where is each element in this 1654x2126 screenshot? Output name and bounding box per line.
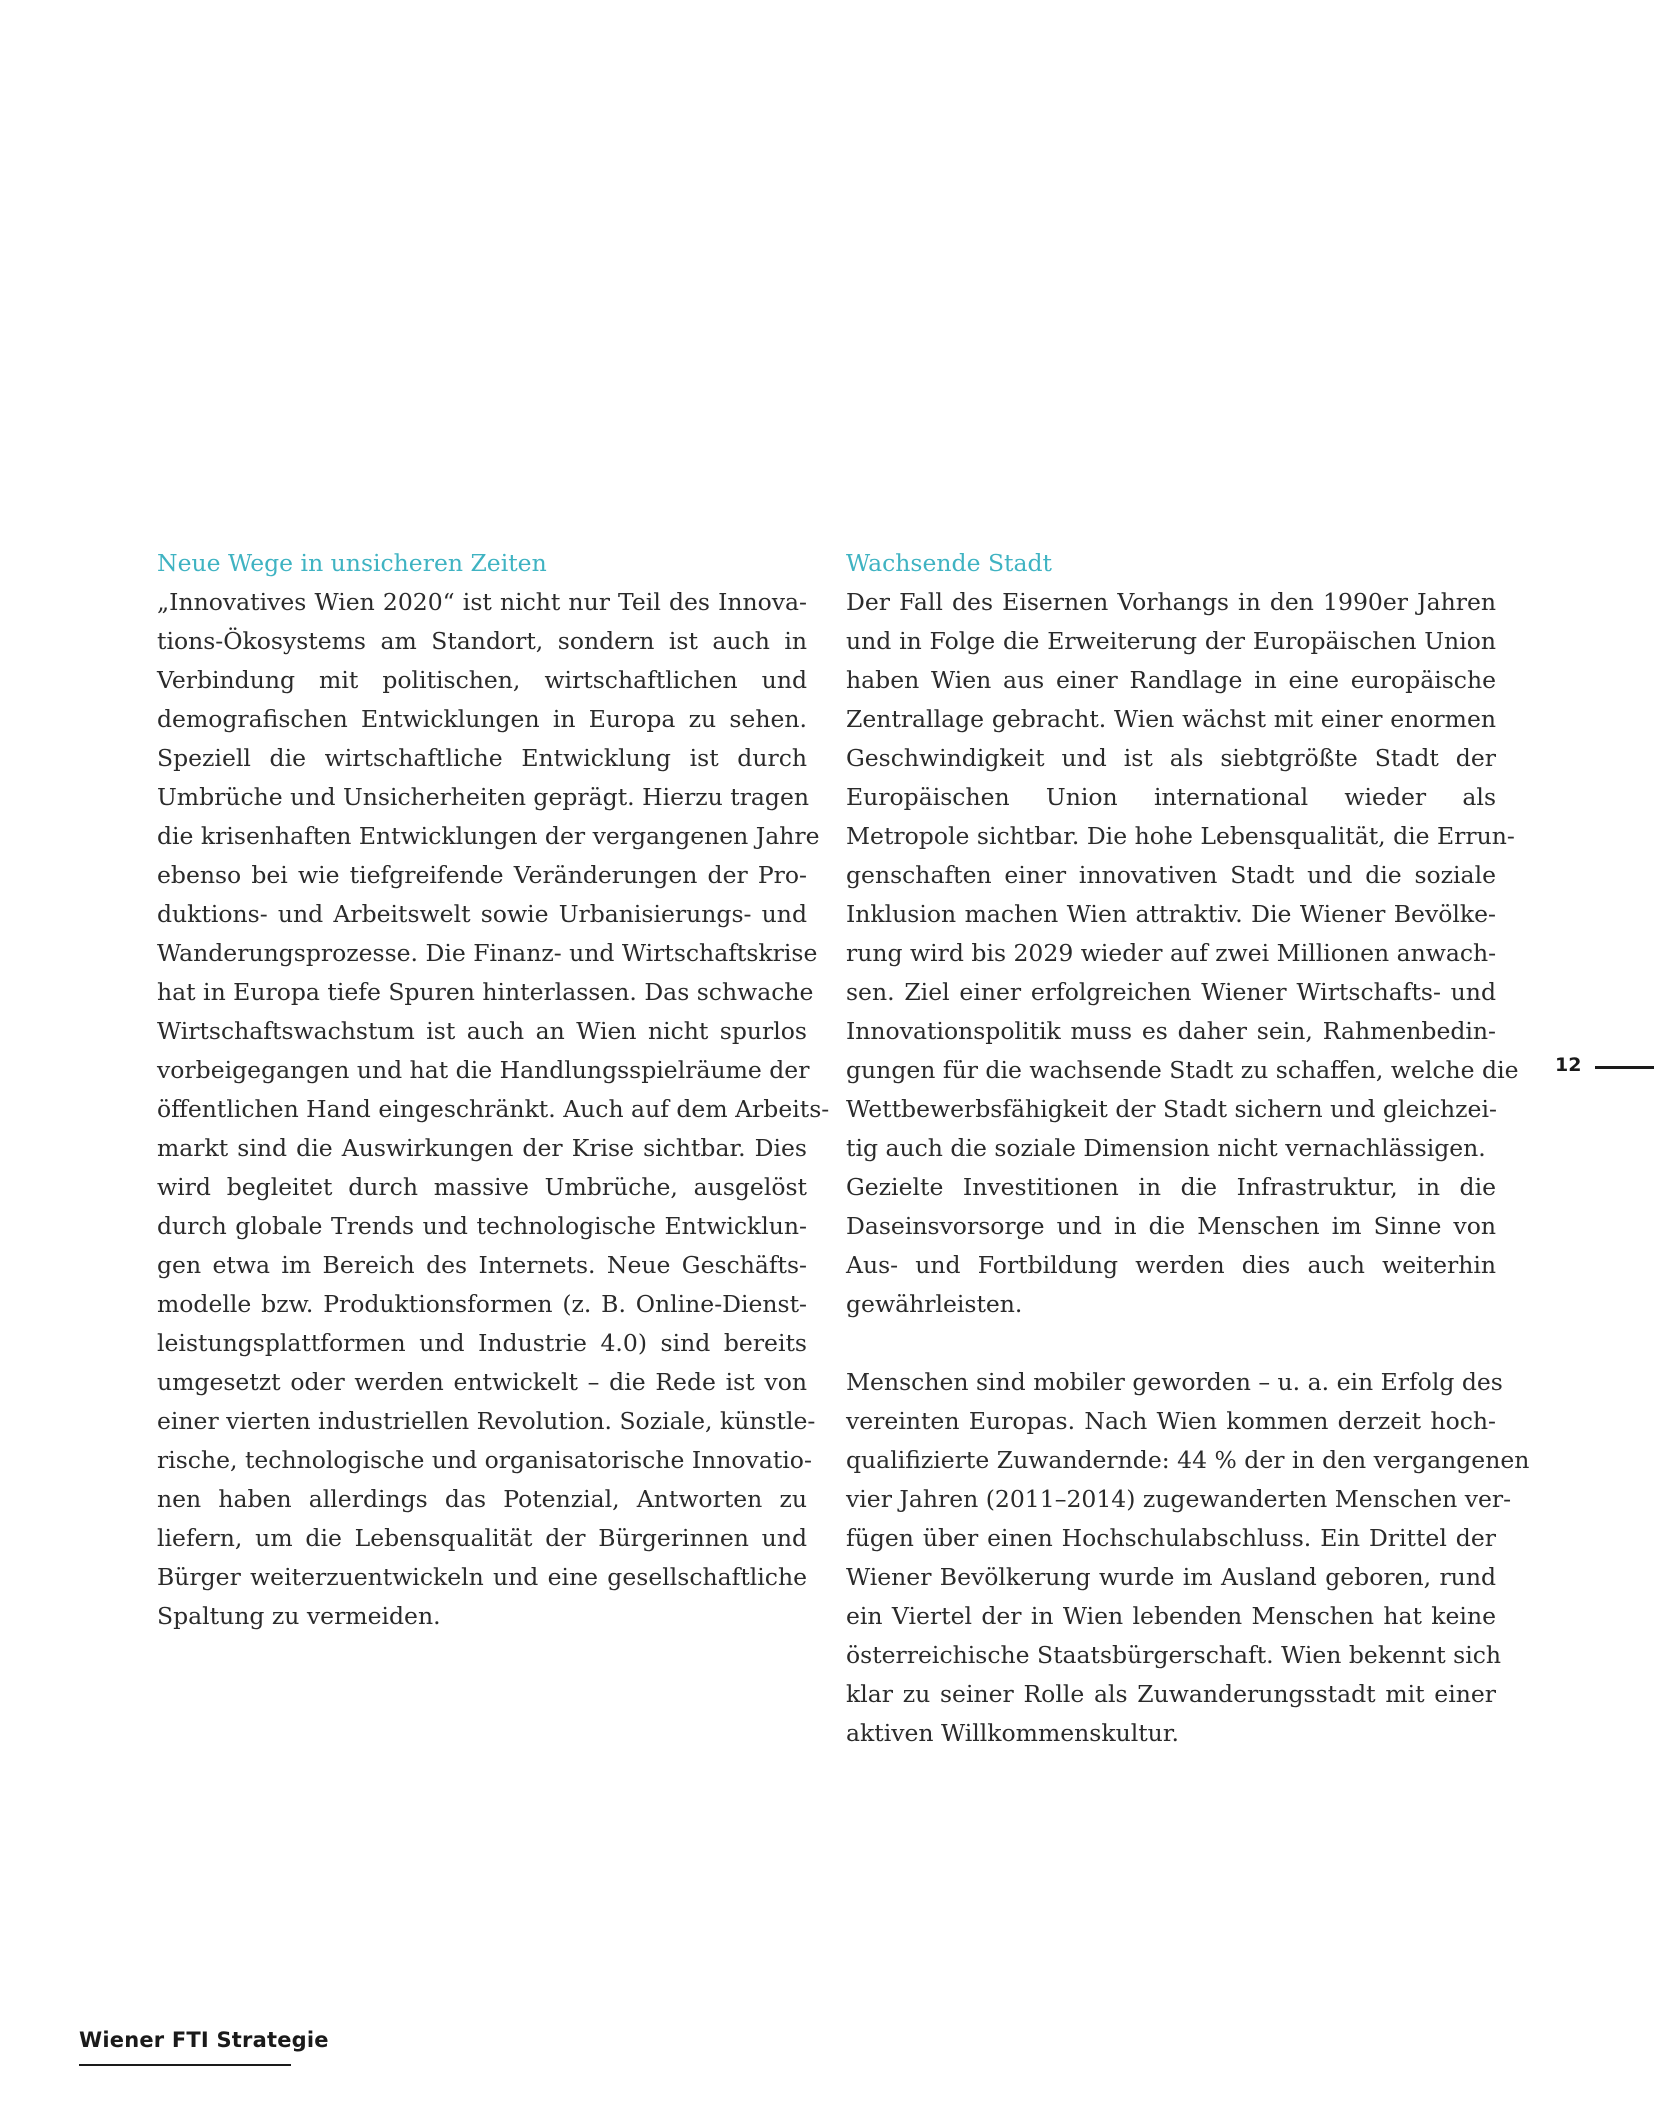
text-line: umgesetzt oder werden entwickelt – die Rede ist von [157, 1368, 807, 1396]
text-line: Bürger weiterzuentwickeln und eine gesellschaftliche [157, 1563, 807, 1591]
text-line: demografischen Entwicklungen in Europa zu sehen. [157, 705, 807, 733]
text-line: aktiven Willkommenskultur. [846, 1719, 1179, 1747]
text-line: Umbrüche und Unsicherheiten geprägt. Hierzu tragen [157, 783, 809, 811]
text-line: Menschen sind mobiler geworden – u. a. ein Erfolg des [846, 1368, 1503, 1396]
text-line: nen haben allerdings das Potenzial, Antworten zu [157, 1485, 807, 1513]
text-line: ebenso bei wie tiefgreifende Veränderungen der Pro- [157, 861, 807, 889]
text-line: Zentrallage gebracht. Wien wächst mit einer enormen [846, 705, 1496, 733]
right-column-paragraph-1 [846, 583, 1519, 1324]
left-column-body [157, 583, 830, 1636]
text-line: vereinten Europas. Nach Wien kommen derzeit hoch- [846, 1407, 1496, 1435]
text-line: ein Viertel der in Wien lebenden Menschen hat keine [846, 1602, 1496, 1630]
text-line: Der Fall des Eisernen Vorhangs in den 1990er Jahren [846, 588, 1496, 616]
text-line: Wanderungsprozesse. Die Finanz- und Wirtschaftskrise [157, 939, 818, 967]
text-line: Europäischen Union international wieder als [846, 783, 1496, 811]
left-column [157, 544, 830, 1636]
text-line: einer vierten industriellen Revolution. Soziale, künstle- [157, 1407, 816, 1435]
text-line: „Innovatives Wien 2020“ ist nicht nur Teil des Innova- [157, 588, 807, 616]
text-line: Wiener Bevölkerung wurde im Ausland geboren, rund [846, 1563, 1496, 1591]
text-line: rische, technologische und organisatorische Innovatio- [157, 1446, 812, 1474]
text-line: genschaften einer innovativen Stadt und die soziale [846, 861, 1496, 889]
text-line: österreichische Staatsbürgerschaft. Wien bekennt sich [846, 1641, 1502, 1669]
text-line: wird begleitet durch massive Umbrüche, ausgelöst [157, 1173, 807, 1201]
text-line: gungen für die wachsende Stadt zu schaffen, welche die [846, 1056, 1519, 1084]
page-number: 12 [1555, 1054, 1582, 1076]
text-line: gen etwa im Bereich des Internets. Neue Geschäfts- [157, 1251, 807, 1279]
text-line: Wettbewerbsfähigkeit der Stadt sichern und gleichzei- [846, 1095, 1497, 1123]
text-line: Verbindung mit politischen, wirtschaftlichen und [157, 666, 807, 694]
text-line: die krisenhaften Entwicklungen der vergangenen Jahre [157, 822, 820, 850]
text-line: Aus- und Fortbildung werden dies auch weiterhin [846, 1251, 1496, 1279]
right-column [846, 544, 1530, 1753]
text-line: markt sind die Auswirkungen der Krise sichtbar. Dies [157, 1134, 807, 1162]
paragraph-spacer [846, 1324, 1496, 1363]
text-line: öffentlichen Hand eingeschränkt. Auch auf dem Arbeits- [157, 1095, 830, 1123]
text-line: tig auch die soziale Dimension nicht vernachlässigen. [846, 1134, 1486, 1162]
text-line: vorbeigegangen und hat die Handlungsspielräume der [157, 1056, 810, 1084]
text-line: liefern, um die Lebensqualität der Bürgerinnen und [157, 1524, 807, 1552]
text-line: fügen über einen Hochschulabschluss. Ein Drittel der [846, 1524, 1496, 1552]
text-line: durch globale Trends und technologische Entwicklun- [157, 1212, 807, 1240]
text-line: haben Wien aus einer Randlage in eine europäische [846, 666, 1496, 694]
section-heading-neue-wege: Neue Wege in unsicheren Zeiten [157, 549, 547, 577]
text-line: Daseinsvorsorge und in die Menschen im Sinne von [846, 1212, 1496, 1240]
text-line: Geschwindigkeit und ist als siebtgrößte Stadt der [846, 744, 1496, 772]
text-line: klar zu seiner Rolle als Zuwanderungsstadt mit einer [846, 1680, 1496, 1708]
text-line: qualifizierte Zuwandernde: 44 % der in den vergangenen [846, 1446, 1530, 1474]
text-line: Gezielte Investitionen in die Infrastruktur, in die [846, 1173, 1496, 1201]
text-line: vier Jahren (2011–2014) zugewanderten Menschen ver- [846, 1485, 1512, 1513]
text-line: Metropole sichtbar. Die hohe Lebensqualität, die Errun- [846, 822, 1515, 850]
text-line: hat in Europa tiefe Spuren hinterlassen. Das schwache [157, 978, 814, 1006]
text-line: leistungsplattformen und Industrie 4.0) sind bereits [157, 1329, 807, 1357]
text-line: modelle bzw. Produktionsformen (z. B. Online-Dienst- [157, 1290, 807, 1318]
footer-title: Wiener FTI Strategie [79, 2028, 329, 2052]
text-line: duktions- und Arbeitswelt sowie Urbanisierungs- und [157, 900, 807, 928]
text-line: und in Folge die Erweiterung der Europäischen Union [846, 627, 1496, 655]
text-line: Spaltung zu vermeiden. [157, 1602, 441, 1630]
text-line: tions-Ökosystems am Standort, sondern ist auch in [157, 627, 807, 655]
right-column-paragraph-2 [846, 1363, 1530, 1753]
text-line: Inklusion machen Wien attraktiv. Die Wiener Bevölke- [846, 900, 1496, 928]
text-line: gewährleisten. [846, 1290, 1023, 1318]
page-number-rule [1595, 1066, 1654, 1069]
footer-rule [79, 2064, 291, 2066]
text-line: Speziell die wirtschaftliche Entwicklung ist durch [157, 744, 807, 772]
text-line: Innovationspolitik muss es daher sein, Rahmenbedin- [846, 1017, 1496, 1045]
text-line: rung wird bis 2029 wieder auf zwei Millionen anwach- [846, 939, 1497, 967]
section-heading-wachsende-stadt: Wachsende Stadt [846, 549, 1052, 577]
text-line: sen. Ziel einer erfolgreichen Wiener Wirtschafts- und [846, 978, 1496, 1006]
text-line: Wirtschaftswachstum ist auch an Wien nicht spurlos [157, 1017, 807, 1045]
